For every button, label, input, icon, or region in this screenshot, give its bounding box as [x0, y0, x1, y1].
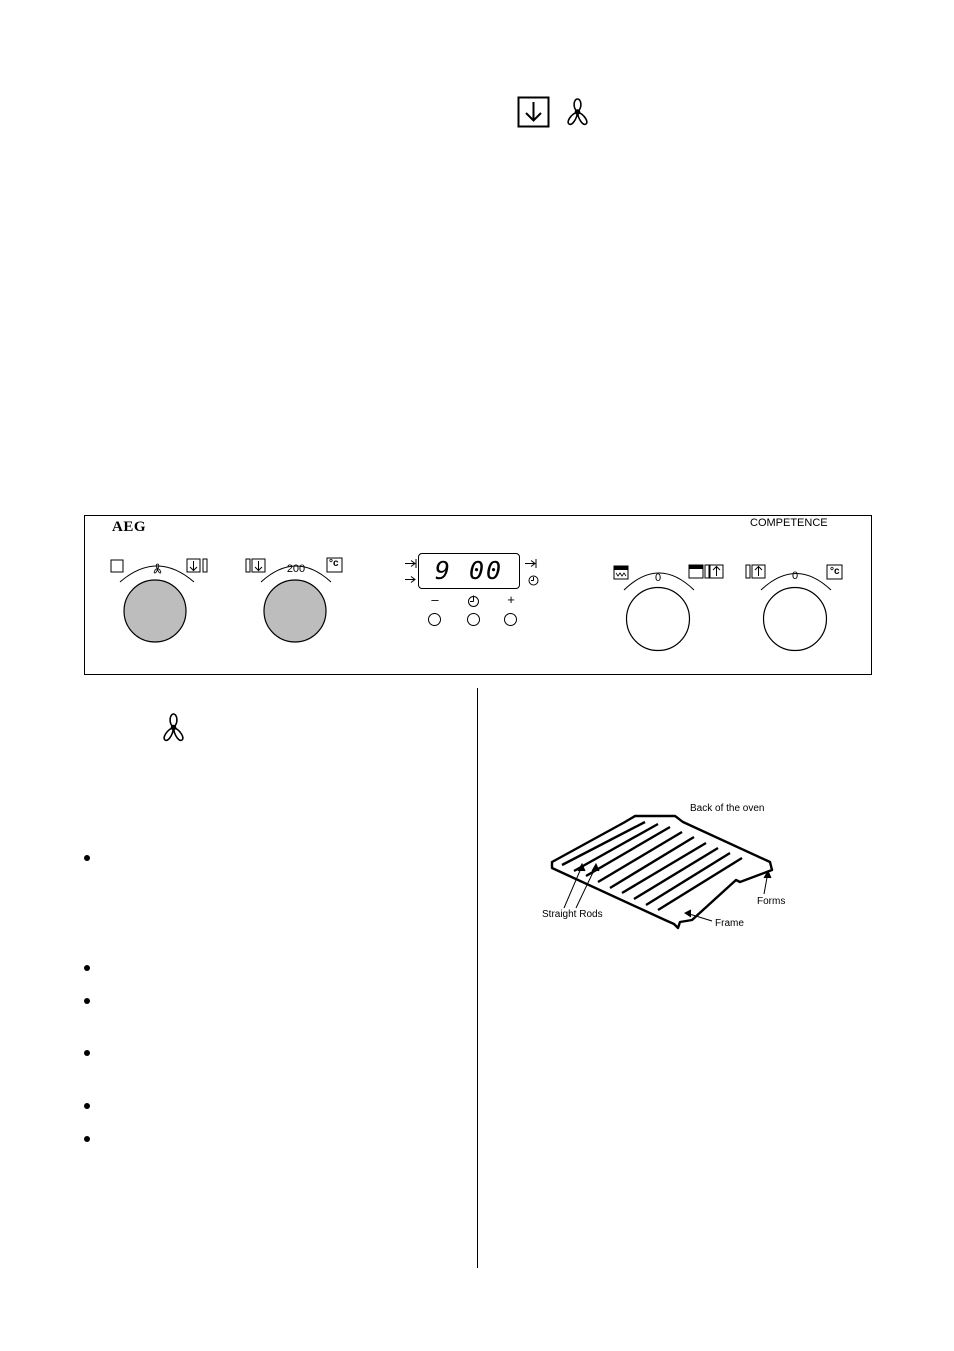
temperature-knob[interactable]: [263, 579, 327, 643]
hob-knob[interactable]: [625, 586, 691, 652]
celsius-symbol: °c: [830, 566, 840, 577]
minus-button[interactable]: [428, 613, 441, 626]
end-time-icon: [525, 559, 537, 568]
cook-duration-icon: [405, 559, 417, 568]
bottom-heat-icon: [517, 96, 550, 128]
model-name: COMPETENCE: [750, 517, 828, 529]
forms-label: Forms: [757, 896, 786, 907]
clock-display-value: 9 00: [434, 556, 504, 585]
frame-label: Frame: [715, 918, 744, 929]
bullet-icon: [84, 1103, 90, 1109]
clock-icon: [528, 575, 539, 586]
plus-button[interactable]: [504, 613, 517, 626]
bullet-icon: [84, 855, 90, 861]
column-divider: [477, 688, 478, 1268]
clock-button[interactable]: [467, 613, 480, 626]
temperature-value: 200: [286, 563, 306, 575]
plus-label: +: [507, 592, 515, 607]
straight-rods-label: Straight Rods: [542, 909, 603, 920]
fan-icon: [564, 98, 591, 126]
celsius-symbol: °c: [329, 558, 339, 569]
brand-logo: AEG: [112, 519, 147, 535]
bullet-icon: [84, 965, 90, 971]
back-of-oven-label: Back of the oven: [690, 803, 765, 814]
bullet-icon: [84, 1050, 90, 1056]
minus-label: –: [431, 592, 439, 607]
bullet-icon: [84, 998, 90, 1004]
top-heat-knob-value: 0: [791, 570, 799, 582]
hob-knob-value: 0: [654, 572, 662, 584]
cook-start-icon: [405, 575, 417, 584]
clock-button-icon: [467, 595, 480, 608]
function-selector-knob[interactable]: [123, 579, 187, 643]
bullet-icon: [84, 1136, 90, 1142]
top-heat-knob[interactable]: [762, 586, 828, 652]
fan-icon: [160, 713, 187, 742]
